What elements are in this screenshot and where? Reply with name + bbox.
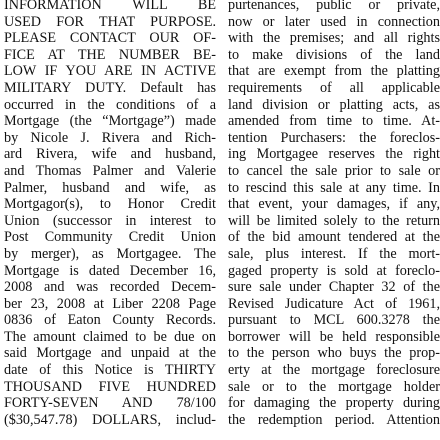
text-line: USED FOR THAT PURPOSE. bbox=[4, 13, 216, 30]
text-line: amended from time to time. At- bbox=[228, 113, 440, 130]
text-line: MILITARY DUTY. Default has bbox=[4, 79, 216, 96]
text-line: borrower will be held responsible bbox=[228, 328, 440, 345]
text-line: ing Mortgagee reserves the right bbox=[228, 146, 440, 163]
text-line: erty at the mortgage foreclosure bbox=[228, 362, 440, 379]
text-line: now or later used in connection bbox=[228, 13, 440, 30]
text-line: sale, plus interest. If the mort- bbox=[228, 245, 440, 262]
text-line: sure sale under Chapter 32 of the bbox=[228, 279, 440, 296]
text-line: FICE AT THE NUMBER BE- bbox=[4, 46, 216, 63]
text-line: ber 23, 2008 at Liber 2208 Page bbox=[4, 295, 216, 312]
text-line: to make divisions of the land bbox=[228, 46, 440, 63]
left-column bbox=[4, 0, 216, 428]
text-line: requirements of all applicable bbox=[228, 79, 440, 96]
text-line: of the bid amount tendered at the bbox=[228, 229, 440, 246]
text-line: Revised Judicature Act of 1961, bbox=[228, 295, 440, 312]
text-line: gaged property is sold at foreclo- bbox=[228, 262, 440, 279]
text-line: FORTY-SEVEN AND 78/100 bbox=[4, 395, 216, 412]
right-column bbox=[228, 0, 440, 428]
text-line: 0836 of Eaton County Records. bbox=[4, 312, 216, 329]
text-line: Mortgagor(s), to Honor Credit bbox=[4, 196, 216, 213]
text-line: by merger), as Mortgagee. The bbox=[4, 245, 216, 262]
text-line: and Thomas Palmer and Valerie bbox=[4, 162, 216, 179]
text-line: to rescind this sale at any time. In bbox=[228, 179, 440, 196]
text-line: that are exempt from the platting bbox=[228, 63, 440, 80]
text-line: said Mortgage and unpaid at the bbox=[4, 345, 216, 362]
text-line: The amount claimed to be due on bbox=[4, 328, 216, 345]
text-line: to the person who buys the prop- bbox=[228, 345, 440, 362]
text-line: that event, your damages, if any, bbox=[228, 196, 440, 213]
text-line: Union (successor in interest to bbox=[4, 212, 216, 229]
text-line: date of this Notice is THIRTY bbox=[4, 362, 216, 379]
text-line: Mortgage is dated December 16, bbox=[4, 262, 216, 279]
text-line: Post Community Credit Union bbox=[4, 229, 216, 246]
text-line: the redemption period. Attention bbox=[228, 411, 440, 428]
text-line: sale or to the mortgage holder bbox=[228, 378, 440, 395]
column-gutter bbox=[220, 0, 221, 440]
text-line: 2008 and was recorded Decem- bbox=[4, 279, 216, 296]
text-line: occurred in the conditions of a bbox=[4, 96, 216, 113]
text-line: with the premises; and all rights bbox=[228, 30, 440, 47]
text-line: tention Purchasers: the foreclos- bbox=[228, 129, 440, 146]
text-line: land division or platting acts, as bbox=[228, 96, 440, 113]
text-line: pursuant to MCL 600.3278 the bbox=[228, 312, 440, 329]
text-line: ard Rivera, wife and husband, bbox=[4, 146, 216, 163]
text-line: purtenances, public or private, bbox=[228, 0, 440, 13]
text-line: THOUSAND FIVE HUNDRED bbox=[4, 378, 216, 395]
text-line: INFORMATION WILL BE bbox=[4, 0, 216, 13]
text-line: to cancel the sale prior to sale or bbox=[228, 162, 440, 179]
text-line: LOW IF YOU ARE IN ACTIVE bbox=[4, 63, 216, 80]
text-line: Palmer, husband and wife, as bbox=[4, 179, 216, 196]
text-line: by Nicole J. Rivera and Rich- bbox=[4, 129, 216, 146]
text-line: PLEASE CONTACT OUR OF- bbox=[4, 30, 216, 47]
text-line: Mortgage (the “Mortgage”) made bbox=[4, 113, 216, 130]
text-line: ($30,547.78) DOLLARS, includ- bbox=[4, 411, 216, 428]
text-line: will be limited solely to the return bbox=[228, 212, 440, 229]
text-line: for damaging the property during bbox=[228, 395, 440, 412]
